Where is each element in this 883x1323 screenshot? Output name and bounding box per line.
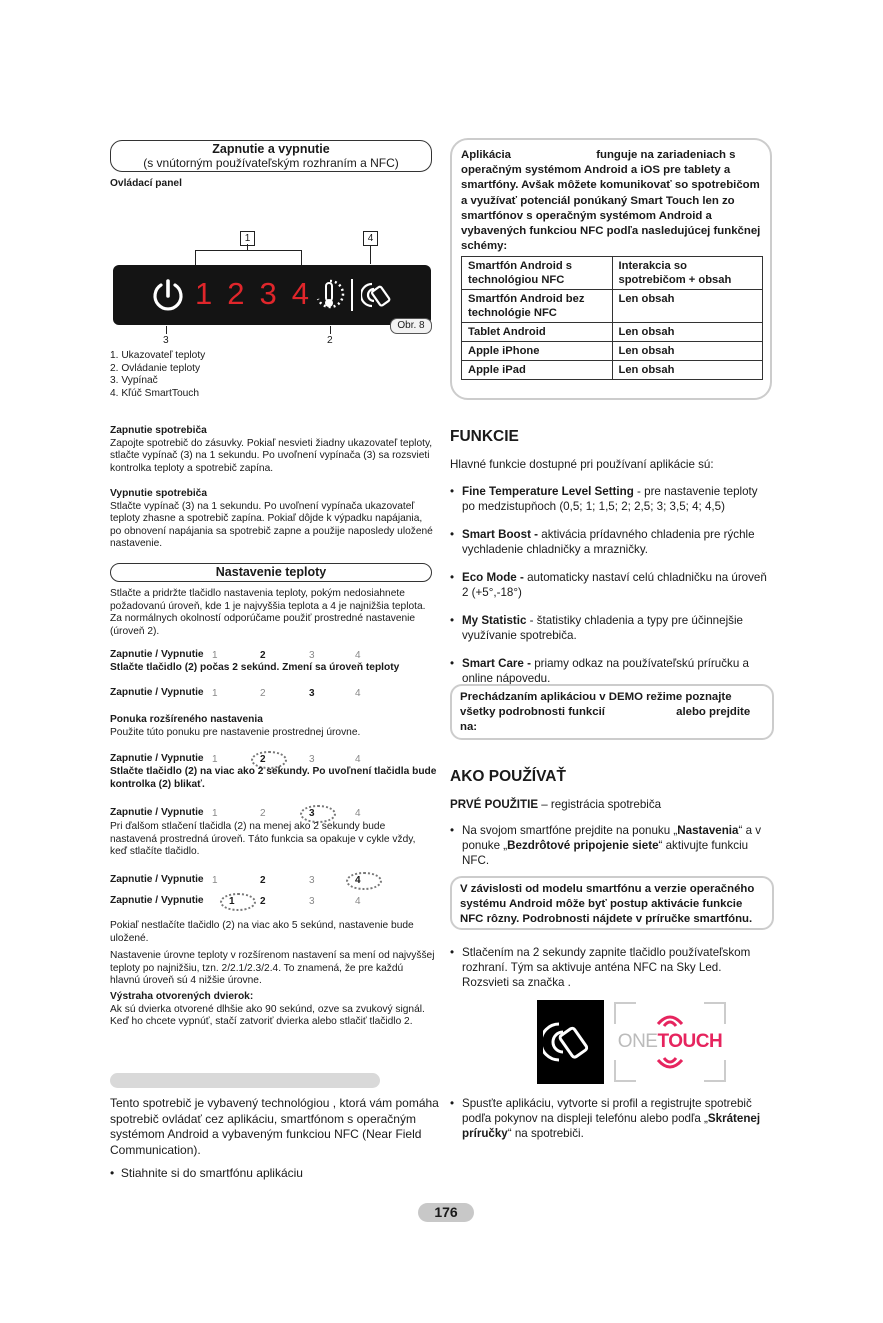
nfc-text: Tento spotrebič je vybavený technológiou , ktorá vám pomáha spotrebič ovládať cez aplikáciu, smartfónom s operačným systémom Android a vybaveným funkciou NFC (Near Field Communication). bbox=[110, 1096, 439, 1157]
warning-box bbox=[450, 876, 774, 930]
row3-note: Stlačte tlačidlo (2) na viac ako 2 sekundy. Po uvoľnení tlačidla bude kontrolka (2) blikať. bbox=[110, 766, 437, 790]
list-item: • Smart Boost - aktivácia prídavného chladenia pre rýchle vychladenie chladničky a mrazničky. bbox=[450, 527, 772, 557]
list-item: • My Statistic - štatistiky chladenia a typy pre účinnejšie využívanie spotrebiča. bbox=[450, 613, 772, 643]
demo-text-1: Prechádzaním aplikáciou v DEMO režime poznajte všetky podrobnosti funkcií bbox=[460, 691, 732, 718]
level-4: 4 bbox=[355, 650, 361, 661]
level-4: 4 bbox=[355, 688, 361, 699]
heading-extended: Ponuka rozšíreného nastavenia bbox=[110, 714, 263, 725]
row1-note: Stlačte tlačidlo (2) počas 2 sekúnd. Zmení sa úroveň teploty bbox=[110, 662, 400, 673]
section-extended bbox=[110, 714, 435, 739]
section-title-on-off bbox=[110, 140, 432, 172]
level-4: 4 bbox=[355, 808, 361, 819]
compat-table bbox=[461, 256, 763, 380]
first-use: PRVÉ POUŽITIE – registrácia spotrebiča bbox=[450, 798, 662, 811]
level-4: 4 bbox=[355, 896, 361, 907]
table-row: Smartfón Android s technológiou NFC Interakcia so spotrebičom + obsah bbox=[462, 257, 763, 290]
step-list-2 bbox=[450, 945, 770, 1003]
level-2: 2 bbox=[260, 688, 266, 699]
callout-box-4 bbox=[363, 231, 378, 246]
digit-3: 3 bbox=[259, 276, 292, 311]
temperature-text: Stlačte a pridržte tlačidlo nastavenia teploty, pokým nedosiahnete požadovanú úroveň, kde 1 je najvyššia teplota a 4 je najnižšia teplota. Za normálnych okolností odporúčame použiť prostredné nastavenie (úroveň 2). bbox=[110, 588, 426, 637]
feature-list bbox=[450, 484, 772, 699]
level-3-blinking: 3 bbox=[309, 808, 315, 819]
list-item: • Stlačením na 2 sekundy zapnite tlačidlo používateľskom rozhraní. Tým sa aktivuje anténa NFC na Sky Led. Rozsvieti sa značka . bbox=[450, 945, 770, 990]
level-1: 1 bbox=[212, 688, 218, 699]
table-row: Apple iPad Len obsah bbox=[462, 361, 763, 380]
smarttouch-key-image bbox=[537, 1000, 604, 1084]
level-3: 3 bbox=[309, 754, 315, 765]
zv-label-2: Zapnutie / Vypnutie bbox=[110, 687, 204, 698]
level-2-blinking: 2 bbox=[260, 754, 266, 765]
callout-1: 1 bbox=[244, 233, 251, 244]
legend-item: 2. Ovládanie teploty bbox=[110, 362, 201, 374]
bracket-stem bbox=[247, 244, 248, 251]
table-row: Tablet Android Len obsah bbox=[462, 323, 763, 342]
onetouch-wordmark: ONETOUCH bbox=[617, 1031, 723, 1052]
level-4: 4 bbox=[355, 754, 361, 765]
list-item: • Eco Mode - automaticky nastaví celú chladničku na úroveň 2 (+5°,-18°) bbox=[450, 570, 772, 600]
bracket-line bbox=[195, 250, 302, 265]
level-2: 2 bbox=[260, 875, 266, 886]
row4-text: Pri ďalšom stlačení tlačidla (2) na menej ako 2 sekundy bude nastavená prostredná úroveň. Táto funkcia sa opakuje v cykle vždy, keď stlačíte tlačidlo. bbox=[110, 821, 416, 858]
level-2: 2 bbox=[260, 808, 266, 819]
section-door bbox=[110, 991, 435, 1029]
level-2: 2 bbox=[260, 650, 266, 661]
level-3: 3 bbox=[309, 875, 315, 886]
list-item: • Spusťte aplikáciu, vytvorte si profil a registrujte spotrebič podľa pokynov na displeji telefónu alebo podľa „Skrátenej príručky“ na spotrebiči. bbox=[450, 1096, 770, 1141]
nfc-waves-bottom-icon bbox=[656, 1054, 684, 1074]
page-number-badge bbox=[418, 1203, 474, 1222]
label-2: 2 bbox=[327, 335, 333, 346]
app-intro: Aplikácia funguje na zariadeniach s operačným systémom Android a iOS pre tablety a smartfóny. Avšak môžete komunikovať so spotrebičom a využívať potenciál ponúkaný Smart Touch len zo smartfónov s operačným systémom Android a vybavených funkciou NFC podľa nasledujúcej funkčnej schémy: bbox=[461, 149, 761, 253]
temperature-control-icon[interactable] bbox=[312, 277, 346, 313]
panel-heading: Ovládací panel bbox=[110, 178, 182, 189]
figure-label: Obr. 8 bbox=[397, 320, 425, 331]
tick-3 bbox=[166, 326, 167, 334]
list-item: • Fine Temperature Level Setting - pre nastavenie teploty po medzistupňoch (0,5; 1; 1,5; 2; 2,5; 3; 3,5; 4; 4,5) bbox=[450, 484, 772, 514]
level-4-blinking: 4 bbox=[355, 875, 361, 886]
level-3: 3 bbox=[309, 896, 315, 907]
heading-funkcie: FUNKCIE bbox=[450, 428, 519, 445]
heading-ako-pouzivat: AKO POUŽÍVAŤ bbox=[450, 768, 566, 785]
zv-label-6: Zapnutie / Vypnutie bbox=[110, 895, 204, 906]
legend-item: 1. Ukazovateľ teploty bbox=[110, 350, 206, 361]
funkcie-intro: Hlavné funkcie dostupné pri používaní aplikácie sú: bbox=[450, 458, 714, 471]
onetouch-logo bbox=[612, 1000, 728, 1084]
digit-4: 4 bbox=[291, 276, 324, 311]
level-1: 1 bbox=[212, 650, 218, 661]
level-3: 3 bbox=[309, 688, 315, 699]
control-panel-display bbox=[113, 265, 431, 325]
text-on: Zapojte spotrebič do zásuvky. Pokiaľ nesvieti žiadny ukazovateľ teploty, stlačte vypínač (3) na 1 sekundu. Po uvoľnení vypínača (3) sa rozsvieti kontrolka teploty a spotrebič zapína. bbox=[110, 437, 433, 474]
text-off: Stlačte vypínač (3) na 1 sekundu. Po uvoľnení vypínača ukazovateľ teploty zhasne a spotrebič zapína. Pokiaľ dôjde k výpadku napájania, po obnovení napájania sa spotrebič zapne a použije naposledy uložené nastavenie. bbox=[110, 500, 433, 550]
title-temperature: Nastavenie teploty bbox=[215, 565, 327, 579]
download-text: • Stiahnite si do smartfónu aplikáciu bbox=[110, 1166, 303, 1180]
save-text: Pokiaľ nestlačíte tlačidlo (2) na viac ako 5 sekúnd, nastavenie bude uložené. bbox=[110, 920, 414, 944]
temperature-indicator bbox=[195, 276, 324, 312]
level-1-blinking: 1 bbox=[229, 896, 235, 907]
heading-off: Vypnutie spotrebiča bbox=[110, 488, 207, 499]
list-item: • Na svojom smartfóne prejdite na ponuku „Nastavenia“ a v ponuke „Bezdrôtové pripojenie siete“ aktivujte funkciu NFC. bbox=[450, 823, 768, 868]
title-on-off: Zapnutie a vypnutie bbox=[212, 142, 330, 156]
zv-label-5: Zapnutie / Vypnutie bbox=[110, 874, 204, 885]
text-extended: Použite túto ponuku pre nastavenie prostrednej úrovne. bbox=[110, 726, 361, 738]
zv-label-4: Zapnutie / Vypnutie bbox=[110, 807, 204, 818]
text-door: Ak sú dvierka otvorené dlhšie ako 90 sekúnd, ozve sa zvukový signál. Keď ho chcete vypnúť, stačí zatvoriť dvierka alebo stlačiť tlačidlo 2. bbox=[110, 1003, 425, 1028]
page-number: 176 bbox=[434, 1204, 458, 1220]
demo-text-2: alebo prejdite na: bbox=[460, 706, 751, 733]
level-1: 1 bbox=[212, 808, 218, 819]
callout-4-line bbox=[370, 245, 371, 264]
panel-divider bbox=[351, 279, 353, 311]
legend-item: 4. Kľúč SmartTouch bbox=[110, 387, 200, 399]
step-list-1 bbox=[450, 823, 768, 881]
legend-item: 3. Vypínač bbox=[110, 375, 158, 387]
nfc-title-bar bbox=[110, 1073, 380, 1088]
heading-on: Zapnutie spotrebiča bbox=[110, 425, 207, 436]
nfc-waves-top-icon bbox=[656, 1010, 684, 1030]
zv-label-1: Zapnutie / Vypnutie bbox=[110, 649, 204, 660]
level-2: 2 bbox=[260, 896, 266, 907]
table-row: Apple iPhone Len obsah bbox=[462, 342, 763, 361]
section-off bbox=[110, 488, 435, 551]
section-on bbox=[110, 425, 435, 475]
app-compat-box bbox=[450, 138, 772, 400]
demo-box bbox=[450, 684, 774, 740]
warning-text: V závislosti od modelu smartfónu a verzie operačného systému Android môže byť postup aktivácie funkcie NFC rôzny. Podrobnosti nájdete v príručke smartfónu. bbox=[460, 883, 755, 925]
smarttouch-icon bbox=[543, 1016, 597, 1068]
subtitle-on-off: (s vnútorným používateľským rozhraním a NFC) bbox=[143, 156, 399, 170]
zv-label-3: Zapnutie / Vypnutie bbox=[110, 753, 204, 764]
table-row: Smartfón Android bez technológie NFC Len obsah bbox=[462, 290, 763, 323]
step-list-3 bbox=[450, 1096, 770, 1154]
level-1: 1 bbox=[212, 754, 218, 765]
panel-legend bbox=[110, 350, 205, 400]
section-title-temperature bbox=[110, 563, 432, 582]
tick-2 bbox=[330, 326, 331, 334]
smarttouch-key-icon[interactable] bbox=[361, 279, 395, 311]
level-1: 1 bbox=[212, 875, 218, 886]
power-icon[interactable] bbox=[151, 278, 185, 312]
list-item: • Smart Care - priamy odkaz na používateľskú príručku a online nápovedu. bbox=[450, 656, 772, 686]
level-3: 3 bbox=[309, 650, 315, 661]
digit-2: 2 bbox=[227, 276, 260, 311]
extended-change-text: Nastavenie úrovne teploty v rozšírenom nastavení sa mení od najvyššej teploty po najnižšiu, tzn. 2/2.1/2.3/2.4. To znamená, že pre každú hlavnú úroveň sú 4 nižšie úrovne. bbox=[110, 950, 435, 987]
callout-4: 4 bbox=[367, 233, 374, 244]
figure-badge bbox=[390, 318, 432, 334]
heading-door: Výstraha otvorených dvierok: bbox=[110, 991, 254, 1002]
label-3: 3 bbox=[163, 335, 169, 346]
digit-1: 1 bbox=[195, 276, 228, 311]
